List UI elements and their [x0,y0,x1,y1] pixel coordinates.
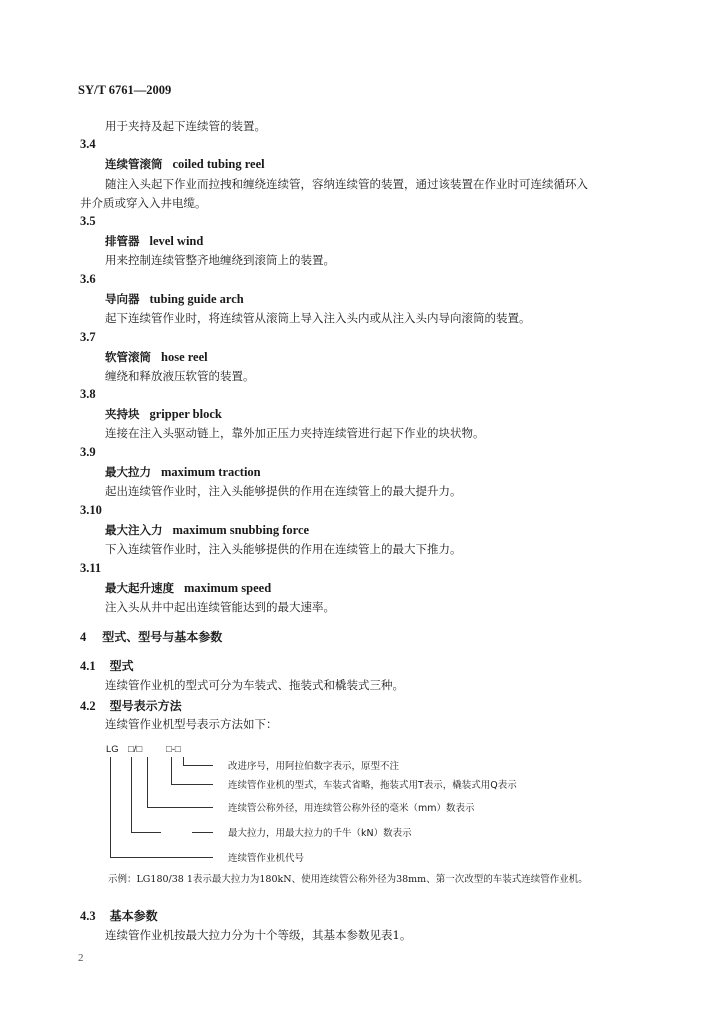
term-definition: 起下连续管作业时，将连续管从滚筒上导入注入头内或从注入头内导向滚筒的装置。 [105,311,531,325]
diagram-label: 最大拉力，用最大拉力的千牛（kN）数表示 [228,828,412,839]
term-cn: 最大注入力 [105,523,163,537]
term-definition-continued: 井介质或穿入入井电缆。 [80,196,207,210]
term-cn: 连续管滚筒 [105,157,163,171]
section-heading [80,628,222,645]
term-number: 3.6 [80,272,96,286]
term-en: gripper block [149,407,222,421]
term-heading [105,233,203,249]
term-heading [105,349,208,365]
term-definition: 注入头从井中起出连续管能达到的最大速率。 [105,600,335,614]
term-cn: 夹持块 [105,407,140,421]
standard-header: SY/T 6761—2009 [78,83,172,97]
leader-line [110,857,213,858]
subsection-number: 4.2 [80,699,96,713]
section-number: 4 [80,630,87,644]
term-number: 3.11 [80,561,102,575]
leader-line [110,757,111,857]
subsection-body: 连续管作业机的型式可分为车装式、拖装式和橇装式三种。 [105,678,404,692]
term-en: maximum traction [161,465,261,479]
term-en: coiled tubing reel [172,157,265,171]
subsection-heading [80,907,158,924]
term-number: 3.10 [80,503,102,517]
term-cn: 最大拉力 [105,465,151,479]
leader-line [147,807,213,808]
term-heading [105,291,244,307]
term-number: 3.4 [80,137,96,151]
code-lg: LG [106,744,119,755]
term-number: 3.8 [80,387,96,401]
term-cn: 导向器 [105,292,140,306]
subsection-heading [80,697,182,714]
leader-line [171,784,213,785]
leader-line [171,757,172,784]
diagram-label: 连续管作业机代号 [228,853,305,864]
term-cn: 最大起升速度 [105,581,174,595]
term-number: 3.7 [80,330,96,344]
subsection-title: 基本参数 [109,909,158,923]
diagram-label: 连续管公称外径，用连续管公称外径的毫米（mm）数表示 [228,803,475,814]
term-heading [105,156,265,172]
term-en: maximum speed [184,581,272,595]
term-definition: 用来控制连续管整齐地缠绕到滚筒上的装置。 [105,253,335,267]
code-tail: □-□ [166,744,181,755]
leader-line [131,832,161,833]
page-number: 2 [78,952,84,964]
leader-line [183,765,213,766]
term-heading [105,522,309,538]
term-definition: 随注入头起下作业而拉拽和缠绕连续管，容纳连续管的装置，通过该装置在作业时可连续循环入 [105,177,588,191]
leader-line [147,757,148,807]
term-cn: 软管滚筒 [105,350,151,364]
subsection-body: 连续管作业机按最大拉力分为十个等级，其基本参数见表1。 [105,928,412,942]
term-en: maximum snubbing force [172,523,310,537]
leader-line [131,757,132,832]
term-definition: 缠绕和释放液压软管的装置。 [105,369,255,383]
subsection-number: 4.1 [80,659,96,673]
subsection-number: 4.3 [80,909,96,923]
section-title: 型式、型号与基本参数 [102,630,223,644]
term-definition: 下入连续管作业时，注入头能够提供的作用在连续管上的最大下推力。 [105,542,462,556]
term-heading [105,464,261,480]
term-en: tubing guide arch [149,292,244,306]
term-cn: 排管器 [105,234,140,248]
diagram-label: 连续管作业机的型式，车装式省略，拖装式用T表示，橇装式用Q表示 [228,780,517,791]
term-number: 3.5 [80,214,96,228]
term-en: hose reel [161,350,208,364]
subsection-body: 连续管作业机型号表示方法如下： [105,717,278,731]
term-definition: 起出连续管作业时，注入头能够提供的作用在连续管上的最大提升力。 [105,484,462,498]
term-heading [105,580,271,596]
subsection-heading [80,657,134,674]
subsection-title: 型式 [109,659,134,673]
code-box: □/□ [128,744,143,755]
diagram-label: 改进序号，用阿拉伯数字表示，原型不注 [228,761,400,772]
subsection-title: 型号表示方法 [109,699,182,713]
leader-line [183,757,184,765]
leader-line [192,832,213,833]
intro-text: 用于夹持及起下连续管的装置。 [105,119,266,133]
term-heading [105,406,222,422]
example-text: 示例：LG180/38 1表示最大拉力为180kN、使用连续管公称外径为38mm、第一次改型的车装式连续管作业机。 [108,874,588,885]
term-en: level wind [149,234,204,248]
term-definition: 连接在注入头驱动链上，靠外加正压力夹持连续管进行起下作业的块状物。 [105,426,485,440]
term-number: 3.9 [80,445,96,459]
